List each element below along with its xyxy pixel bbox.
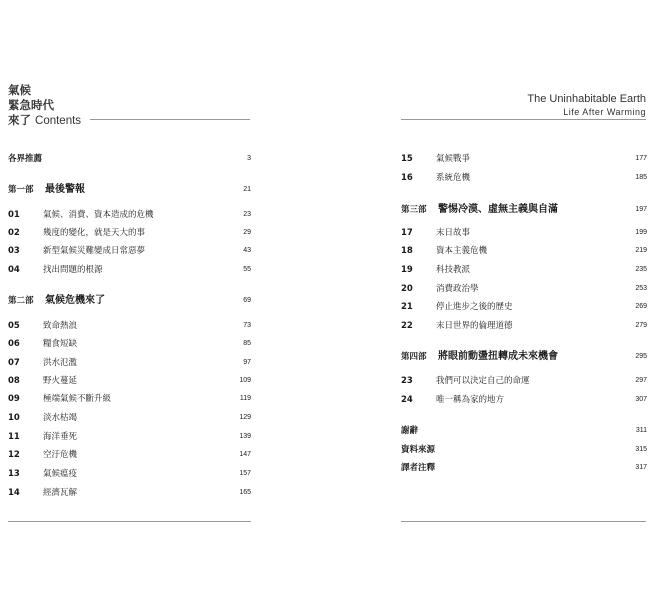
page-number: 139 [239, 433, 251, 440]
page-number: 43 [243, 247, 251, 254]
entry-title: 洪水氾濫 [43, 358, 78, 368]
chapter-number: 04 [8, 265, 20, 275]
toc-entry-row [401, 443, 647, 457]
book-title [8, 83, 81, 129]
toc-entry-row [401, 244, 647, 258]
entry-title: 系統危機 [436, 173, 471, 183]
entry-title: 淡水枯竭 [43, 413, 78, 423]
page-number: 165 [239, 489, 251, 496]
chapter-number: 06 [8, 339, 20, 349]
toc-entry-row [8, 467, 251, 481]
entry-title: 氣候瘟疫 [43, 469, 78, 479]
page-number: 119 [239, 395, 251, 402]
page-number: 157 [239, 470, 251, 477]
toc-entry-row [8, 226, 251, 240]
chapter-number: 08 [8, 376, 20, 386]
page-number: 97 [243, 359, 251, 366]
page-number: 295 [635, 353, 647, 360]
entry-title: 新型氣候災難變成日常惡夢 [43, 246, 146, 256]
chapter-number: 01 [8, 210, 20, 220]
toc-entry-row [8, 374, 251, 388]
bottom-divider-right [401, 521, 646, 522]
bottom-divider-left [8, 521, 251, 522]
toc-entry-row [8, 319, 251, 333]
chapter-number: 02 [8, 228, 20, 238]
page-number: 69 [243, 297, 251, 304]
page-number: 315 [635, 446, 647, 453]
part-title: 警惕冷漠、虛無主義與自滿 [438, 204, 558, 215]
english-title-divider [401, 119, 646, 120]
chapter-number: 11 [8, 432, 20, 442]
entry-title: 消費政治學 [436, 284, 479, 294]
chapter-number: 07 [8, 358, 20, 368]
toc-part-row [401, 203, 647, 217]
toc-part-row [8, 294, 251, 308]
chapter-number: 14 [8, 488, 20, 498]
chapter-number: 09 [8, 394, 20, 404]
page-number: 311 [635, 427, 647, 434]
page-number: 109 [239, 377, 251, 384]
page-number: 85 [243, 340, 251, 347]
chapter-number: 21 [401, 302, 413, 312]
chapter-number: 22 [401, 321, 413, 331]
toc-entry-row [8, 152, 251, 166]
page-number: 197 [635, 206, 647, 213]
book-title-line3: 來了 [8, 113, 31, 127]
toc-entry-row [8, 486, 251, 500]
toc-entry-row [401, 171, 647, 185]
toc-entry-row [8, 208, 251, 222]
entry-title: 找出問題的根源 [43, 265, 103, 275]
left-page [0, 0, 327, 609]
toc-entry-row [401, 152, 647, 166]
page-number: 177 [635, 155, 647, 162]
entry-title: 致命熱浪 [43, 321, 78, 331]
entry-title: 各界推薦 [8, 154, 43, 164]
page-number: 235 [635, 266, 647, 273]
toc-entry-row [8, 392, 251, 406]
chapter-number: 10 [8, 413, 20, 423]
page-number: 73 [243, 322, 251, 329]
english-title-main: The Uninhabitable Earth [527, 93, 646, 105]
page-number: 29 [243, 229, 251, 236]
chapter-number: 05 [8, 321, 20, 331]
part-title: 將眼前動盪扭轉成未來機會 [438, 351, 558, 362]
page-number: 279 [635, 322, 647, 329]
entry-title: 資料來源 [401, 445, 436, 455]
toc-entry-row [401, 374, 647, 388]
entry-title: 經濟瓦解 [43, 488, 78, 498]
chapter-number: 18 [401, 246, 413, 256]
page-number: 185 [635, 174, 647, 181]
entry-title: 譯者注釋 [401, 463, 436, 473]
part-title: 氣候危機來了 [45, 295, 105, 306]
part-number: 第四部 [401, 352, 427, 362]
chapter-number: 20 [401, 284, 413, 294]
chapter-number: 13 [8, 469, 20, 479]
entry-title: 末日世界的倫理道德 [436, 321, 513, 331]
entry-title: 科技教派 [436, 265, 471, 275]
toc-entry-row [401, 424, 647, 438]
toc-entry-row [401, 319, 647, 333]
entry-title: 氣候、消費、資本造成的危機 [43, 210, 154, 220]
english-title-subtitle: Life After Warming [563, 107, 646, 117]
entry-title: 幾度的變化，就是天大的事 [43, 228, 146, 238]
page-number: 21 [243, 186, 251, 193]
page-number: 269 [635, 303, 647, 310]
toc-entry-row [8, 244, 251, 258]
entry-title: 停止進步之後的歷史 [436, 302, 513, 312]
toc-entry-row [8, 263, 251, 277]
chapter-number: 19 [401, 265, 413, 275]
toc-entry-row [401, 263, 647, 277]
part-number: 第二部 [8, 296, 34, 306]
toc-entry-row [8, 430, 251, 444]
chapter-number: 17 [401, 228, 413, 238]
entry-title: 空汙危機 [43, 450, 78, 460]
entry-title: 末日故事 [436, 228, 471, 238]
toc-entry-row [8, 356, 251, 370]
toc-entry-row [401, 393, 647, 407]
entry-title: 極端氣候不斷升級 [43, 394, 112, 404]
toc-entry-row [401, 461, 647, 475]
part-title: 最後警報 [45, 184, 85, 195]
page-number: 147 [239, 451, 251, 458]
toc-entry-row [8, 411, 251, 425]
entry-title: 糧食短缺 [43, 339, 78, 349]
book-title-line2: 緊急時代 [8, 98, 54, 112]
page-number: 297 [635, 377, 647, 384]
toc-entry-row [8, 337, 251, 351]
page-number: 219 [635, 247, 647, 254]
entry-title: 野火蔓延 [43, 376, 78, 386]
page-number: 199 [635, 229, 647, 236]
chapter-number: 23 [401, 376, 413, 386]
chapter-number: 16 [401, 173, 413, 183]
toc-part-row [8, 183, 251, 197]
entry-title: 氣候戰爭 [436, 154, 471, 164]
chapter-number: 24 [401, 395, 413, 405]
toc-entry-row [8, 448, 251, 462]
chapter-number: 03 [8, 246, 20, 256]
book-title-line1: 氣候 [8, 83, 31, 97]
page-number: 317 [635, 464, 647, 471]
toc-entry-row [401, 282, 647, 296]
page-number: 55 [243, 266, 251, 273]
page-number: 23 [243, 211, 251, 218]
toc-entry-row [401, 226, 647, 240]
right-page [327, 0, 655, 609]
entry-title: 我們可以決定自己的命運 [436, 376, 530, 386]
entry-title: 唯一稱為家的地方 [436, 395, 505, 405]
page-number: 253 [635, 285, 647, 292]
chapter-number: 15 [401, 154, 413, 164]
part-number: 第一部 [8, 185, 34, 195]
title-divider [90, 119, 250, 120]
page-number: 129 [239, 414, 251, 421]
part-number: 第三部 [401, 205, 427, 215]
entry-title: 資本主義危機 [436, 246, 488, 256]
toc-part-row [401, 350, 647, 364]
english-title [527, 93, 646, 118]
page-number: 307 [635, 396, 647, 403]
entry-title: 謝辭 [401, 426, 419, 436]
toc-entry-row [401, 300, 647, 314]
entry-title: 海洋垂死 [43, 432, 78, 442]
page-number: 3 [247, 155, 251, 162]
contents-label: Contents [35, 115, 82, 127]
chapter-number: 12 [8, 450, 20, 460]
